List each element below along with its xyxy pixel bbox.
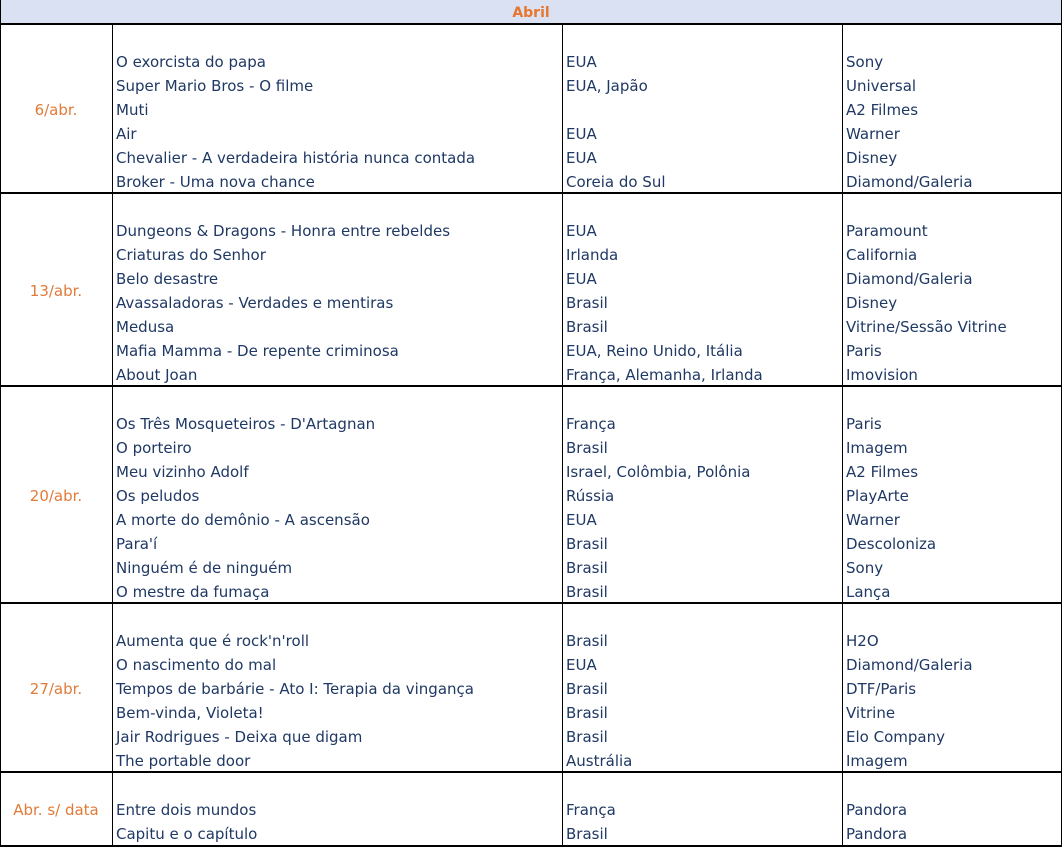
film-distributor: Paris bbox=[846, 415, 882, 433]
film-country: Brasil bbox=[566, 559, 608, 577]
film-country: Coreia do Sul bbox=[566, 173, 666, 191]
column-divider bbox=[0, 0, 1, 25]
film-country: EUA bbox=[566, 511, 597, 529]
film-title: Super Mario Bros - O filme bbox=[116, 77, 314, 95]
film-country: Brasil bbox=[566, 439, 608, 457]
film-country: França, Alemanha, Irlanda bbox=[566, 366, 763, 384]
film-title: Para'í bbox=[116, 535, 158, 553]
film-country: Israel, Colômbia, Polônia bbox=[566, 463, 751, 481]
film-distributor: Imovision bbox=[846, 366, 918, 384]
film-title: O exorcista do papa bbox=[116, 53, 266, 71]
film-country: Austrália bbox=[566, 752, 633, 770]
film-distributor: Disney bbox=[846, 149, 898, 167]
film-distributor: California bbox=[846, 246, 918, 264]
column-divider bbox=[842, 25, 843, 847]
column-divider bbox=[112, 25, 113, 847]
film-distributor: H2O bbox=[846, 632, 879, 650]
film-title: Mafia Mamma - De repente criminosa bbox=[116, 342, 399, 360]
film-title: Bem-vinda, Violeta! bbox=[116, 704, 264, 722]
film-distributor: Imagem bbox=[846, 752, 908, 770]
film-country: EUA, Japão bbox=[566, 77, 648, 95]
film-distributor: Diamond/Galeria bbox=[846, 173, 973, 191]
group-divider bbox=[0, 771, 1062, 773]
film-title: Aumenta que é rock'n'roll bbox=[116, 632, 310, 650]
film-title: Broker - Uma nova chance bbox=[116, 173, 315, 191]
film-distributor: Pandora bbox=[846, 825, 908, 843]
film-country: Brasil bbox=[566, 294, 608, 312]
film-title: Medusa bbox=[116, 318, 175, 336]
film-distributor: Paris bbox=[846, 342, 882, 360]
film-distributor: Disney bbox=[846, 294, 898, 312]
film-distributor: Elo Company bbox=[846, 728, 945, 746]
film-distributor: Warner bbox=[846, 511, 900, 529]
film-distributor: Diamond/Galeria bbox=[846, 656, 973, 674]
film-distributor: DTF/Paris bbox=[846, 680, 917, 698]
group-divider bbox=[0, 192, 1062, 194]
film-country: Irlanda bbox=[566, 246, 619, 264]
film-country: Brasil bbox=[566, 583, 608, 601]
film-distributor: Diamond/Galeria bbox=[846, 270, 973, 288]
month-title: Abril bbox=[512, 5, 550, 21]
film-title: Meu vizinho Adolf bbox=[116, 463, 249, 481]
column-divider bbox=[562, 25, 563, 847]
group-divider bbox=[0, 602, 1062, 604]
film-distributor: A2 Filmes bbox=[846, 101, 919, 119]
film-country: Brasil bbox=[566, 632, 608, 650]
film-country: Rússia bbox=[566, 487, 615, 505]
film-distributor: A2 Filmes bbox=[846, 463, 919, 481]
film-country: EUA, Reino Unido, Itália bbox=[566, 342, 743, 360]
film-country: Brasil bbox=[566, 825, 608, 843]
group-divider bbox=[0, 385, 1062, 387]
film-title: Capitu e o capítulo bbox=[116, 825, 258, 843]
film-country: França bbox=[566, 801, 616, 819]
film-distributor: Vitrine/Sessão Vitrine bbox=[846, 318, 1007, 336]
film-title: Tempos de barbárie - Ato I: Terapia da vingança bbox=[116, 680, 474, 698]
film-distributor: Vitrine bbox=[846, 704, 896, 722]
film-title: A morte do demônio - A ascensão bbox=[116, 511, 370, 529]
film-title: O mestre da fumaça bbox=[116, 583, 270, 601]
film-country: EUA bbox=[566, 125, 597, 143]
film-distributor: Sony bbox=[846, 53, 884, 71]
film-title: Criaturas do Senhor bbox=[116, 246, 266, 264]
film-distributor: PlayArte bbox=[846, 487, 909, 505]
film-distributor: Pandora bbox=[846, 801, 908, 819]
film-country: França bbox=[566, 415, 616, 433]
film-title: Chevalier - A verdadeira história nunca contada bbox=[116, 149, 476, 167]
column-divider bbox=[0, 25, 1, 847]
film-country: Brasil bbox=[566, 704, 608, 722]
film-country: EUA bbox=[566, 149, 597, 167]
film-country: EUA bbox=[566, 656, 597, 674]
film-title: Os Três Mosqueteiros - D'Artagnan bbox=[116, 415, 376, 433]
film-title: Air bbox=[116, 125, 137, 143]
film-country: Brasil bbox=[566, 318, 608, 336]
film-distributor: Lança bbox=[846, 583, 891, 601]
film-title: About Joan bbox=[116, 366, 198, 384]
film-title: Jair Rodrigues - Deixa que digam bbox=[116, 728, 363, 746]
film-title: Avassaladoras - Verdades e mentiras bbox=[116, 294, 394, 312]
film-distributor: Paramount bbox=[846, 222, 928, 240]
film-title: Belo desastre bbox=[116, 270, 219, 288]
film-country: EUA bbox=[566, 222, 597, 240]
film-title: Os peludos bbox=[116, 487, 200, 505]
film-distributor: Universal bbox=[846, 77, 917, 95]
release-date: 27/abr. bbox=[29, 679, 83, 698]
film-title: O porteiro bbox=[116, 439, 192, 457]
film-country: Brasil bbox=[566, 535, 608, 553]
film-country: EUA bbox=[566, 270, 597, 288]
release-date: 13/abr. bbox=[29, 281, 83, 300]
film-title: Muti bbox=[116, 101, 149, 119]
month-header bbox=[0, 0, 1062, 25]
film-title: Entre dois mundos bbox=[116, 801, 257, 819]
film-title: Ninguém é de ninguém bbox=[116, 559, 293, 577]
film-country: Brasil bbox=[566, 728, 608, 746]
film-country: EUA bbox=[566, 53, 597, 71]
film-title: Dungeons & Dragons - Honra entre rebeldes bbox=[116, 222, 451, 240]
film-title: O nascimento do mal bbox=[116, 656, 277, 674]
release-date: Abr. s/ data bbox=[13, 801, 99, 819]
film-distributor: Imagem bbox=[846, 439, 908, 457]
film-title: The portable door bbox=[116, 752, 251, 770]
film-distributor: Descoloniza bbox=[846, 535, 937, 553]
film-distributor: Sony bbox=[846, 559, 884, 577]
release-date: 20/abr. bbox=[29, 486, 83, 505]
release-date: 6/abr. bbox=[34, 101, 78, 119]
film-country: Brasil bbox=[566, 680, 608, 698]
film-distributor: Warner bbox=[846, 125, 900, 143]
